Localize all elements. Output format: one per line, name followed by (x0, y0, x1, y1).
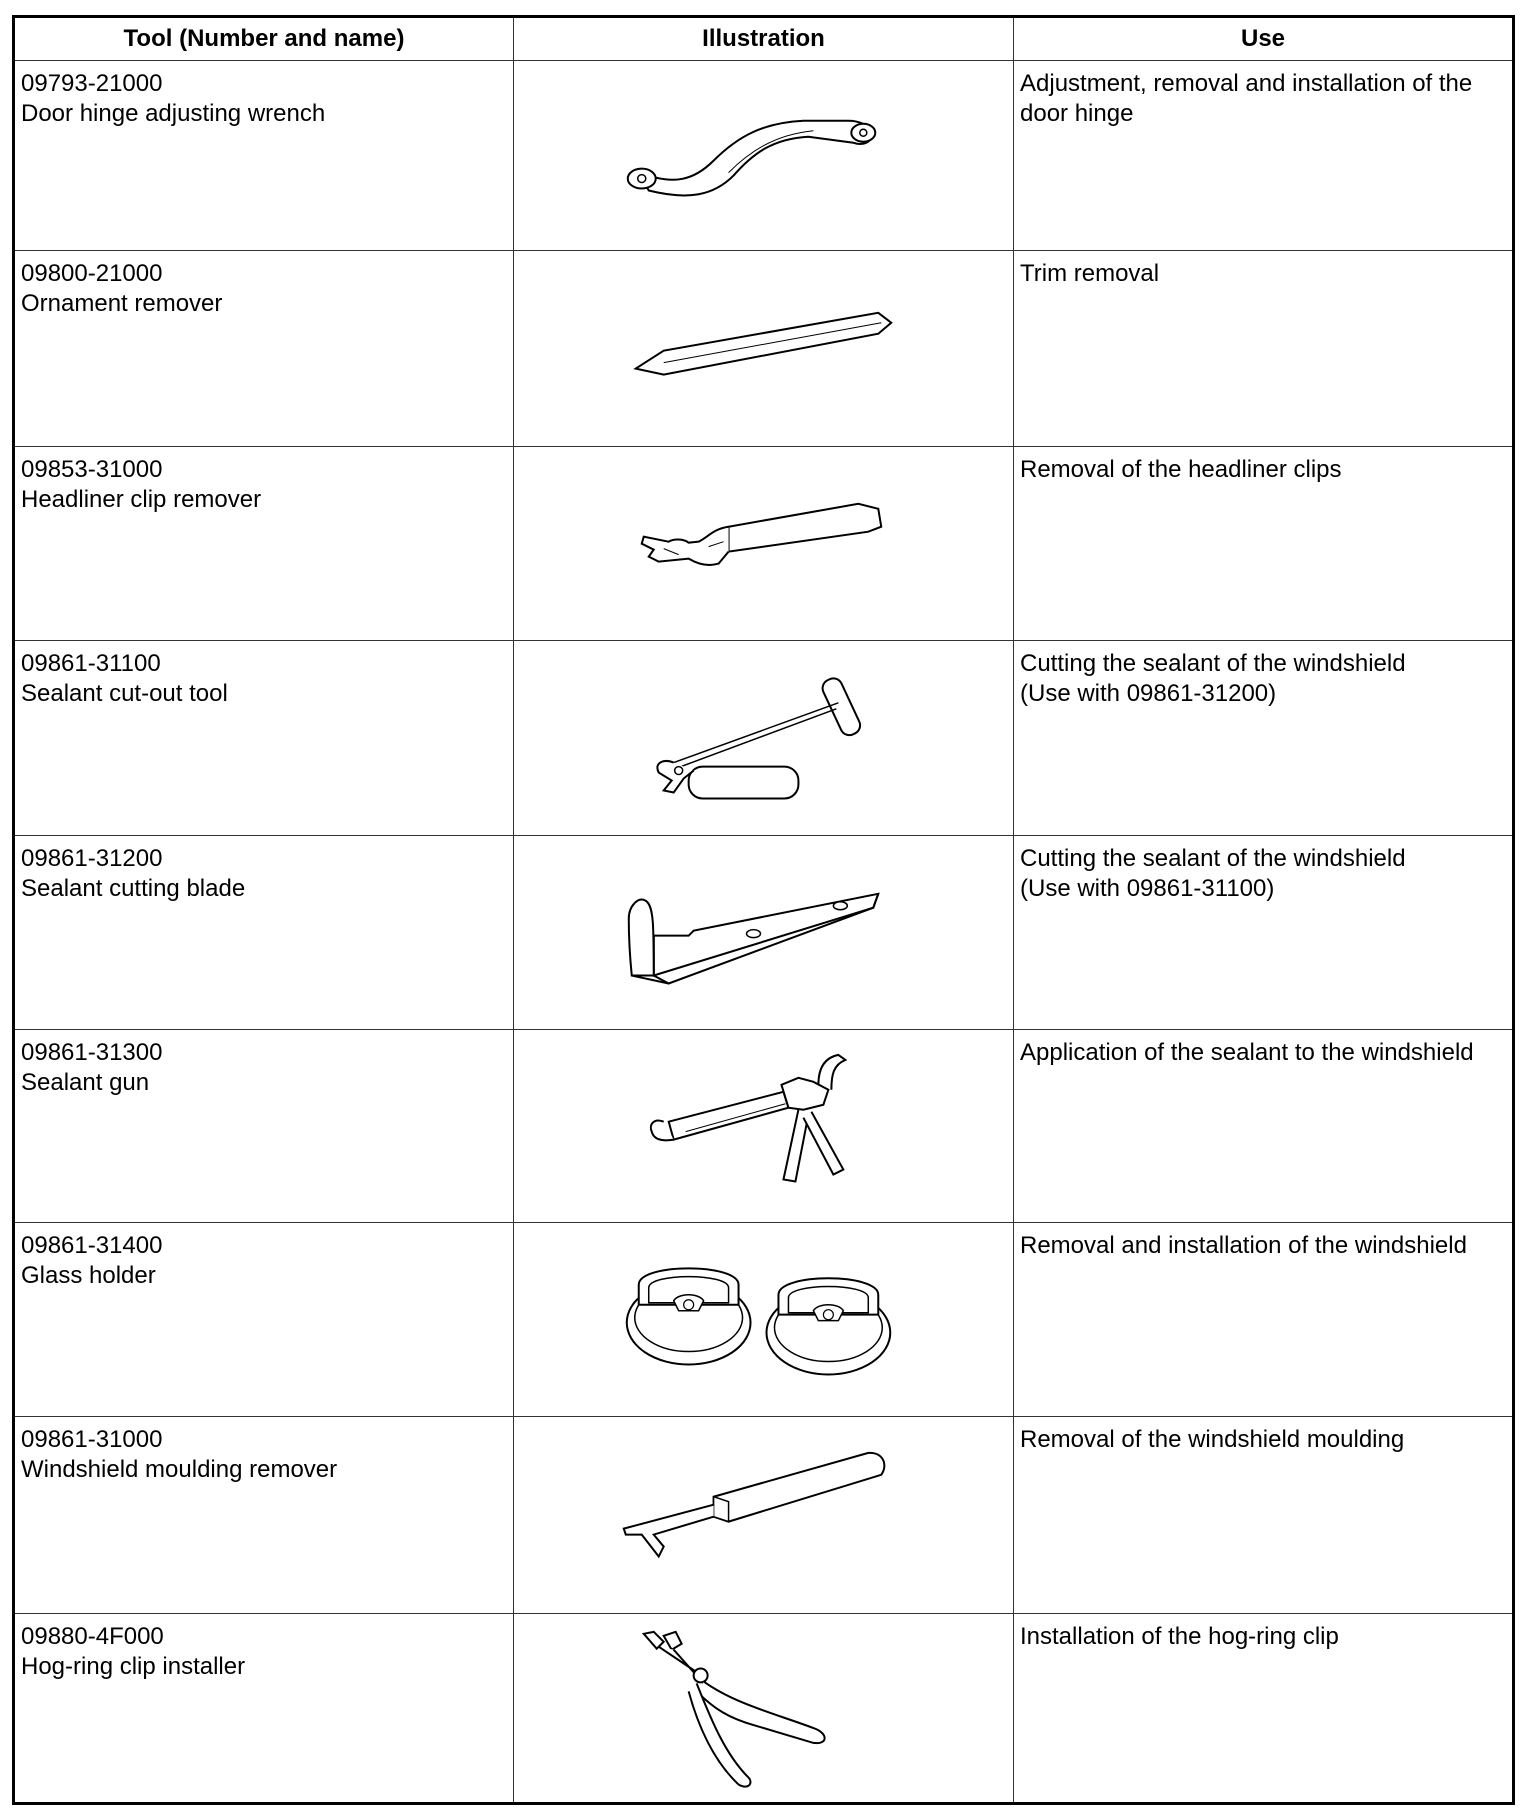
tool-number: 09861-31400 (21, 1231, 163, 1259)
tool-number: 09853-31000 (21, 455, 163, 483)
table-row (14, 61, 1514, 251)
tool-name: Glass holder (21, 1261, 156, 1289)
tool-name: Door hinge adjusting wrench (21, 100, 326, 127)
table-row (14, 1417, 1514, 1613)
tool-name: Sealant cut-out tool (21, 679, 228, 707)
tool-name: Hog-ring clip installer (21, 1652, 246, 1680)
use-line: Removal of the headliner clips (1020, 455, 1342, 483)
ornament-remover-icon (514, 251, 1013, 445)
tool-number: 09861-31200 (21, 845, 163, 873)
use-line: Cutting the sealant of the windshield (1020, 649, 1406, 677)
header-use: Use (1014, 17, 1514, 61)
special-tools-table (12, 15, 1515, 1805)
use-line: door hinge (1020, 100, 1134, 127)
tool-name: Sealant cutting blade (21, 875, 246, 903)
table-row (14, 446, 1514, 640)
tool-name: Ornament remover (21, 290, 223, 318)
use-line: (Use with 09861-31200) (1020, 679, 1277, 707)
tool-number: 09861-31000 (21, 1426, 163, 1454)
use-line: Adjustment, removal and installation of the (1020, 70, 1473, 97)
hog-ring-clip-installer-icon (514, 1614, 1013, 1802)
table-header-row (14, 17, 1514, 61)
tool-number: 09861-31300 (21, 1038, 163, 1066)
glass-holder-icon (514, 1223, 1013, 1416)
tool-cell (14, 446, 514, 640)
tool-name: Windshield moulding remover (21, 1456, 338, 1484)
tool-cell (14, 640, 514, 835)
use-line: Cutting the sealant of the windshield (1020, 845, 1406, 873)
sealant-cutting-blade-icon (514, 836, 1013, 1028)
illustration-cell (514, 836, 1014, 1029)
use-line: Trim removal (1020, 260, 1160, 288)
header-tool: Tool (Number and name) (14, 17, 514, 61)
illustration-cell (514, 1613, 1014, 1803)
table-row (14, 640, 1514, 835)
use-cell (1014, 251, 1514, 446)
tool-cell (14, 251, 514, 446)
tool-number: 09800-21000 (21, 260, 163, 288)
tool-cell (14, 1613, 514, 1803)
tool-number: 09861-31100 (21, 649, 161, 677)
tool-number: 09880-4F000 (21, 1622, 164, 1650)
tool-name: Headliner clip remover (21, 485, 262, 513)
use-line: Removal and installation of the windshield (1020, 1231, 1467, 1259)
tool-cell (14, 1222, 514, 1416)
use-cell (1014, 1029, 1514, 1222)
illustration-cell (514, 1222, 1014, 1416)
illustration-cell (514, 446, 1014, 640)
tool-cell (14, 1029, 514, 1222)
illustration-cell (514, 1417, 1014, 1613)
windshield-moulding-remover-icon (514, 1417, 1013, 1612)
tool-cell (14, 61, 514, 251)
sealant-gun-icon (514, 1030, 1013, 1222)
table-row (14, 1029, 1514, 1222)
use-cell (1014, 446, 1514, 640)
header-illustration: Illustration (514, 17, 1014, 61)
use-cell (1014, 640, 1514, 835)
illustration-cell (514, 1029, 1014, 1222)
tool-cell (14, 836, 514, 1029)
tool-name: Sealant gun (21, 1068, 150, 1096)
use-cell (1014, 836, 1514, 1029)
use-cell (1014, 1417, 1514, 1613)
use-line: Removal of the windshield moulding (1020, 1426, 1405, 1454)
use-line: Installation of the hog-ring clip (1020, 1622, 1339, 1650)
table-row (14, 1613, 1514, 1803)
illustration-cell (514, 251, 1014, 446)
table-row (14, 836, 1514, 1029)
table-row (14, 1222, 1514, 1416)
use-cell (1014, 1222, 1514, 1416)
tool-cell (14, 1417, 514, 1613)
use-cell (1014, 61, 1514, 251)
use-line: (Use with 09861-31100) (1020, 875, 1275, 903)
headliner-clip-remover-icon (514, 447, 1013, 640)
sealant-cut-out-tool-icon (514, 641, 1013, 835)
tool-number: 09793-21000 (21, 70, 163, 97)
illustration-cell (514, 61, 1014, 251)
illustration-cell (514, 640, 1014, 835)
use-line: Application of the sealant to the windshield (1020, 1038, 1474, 1066)
table-row (14, 251, 1514, 446)
use-cell (1014, 1613, 1514, 1803)
door-hinge-wrench-icon (514, 61, 1013, 250)
